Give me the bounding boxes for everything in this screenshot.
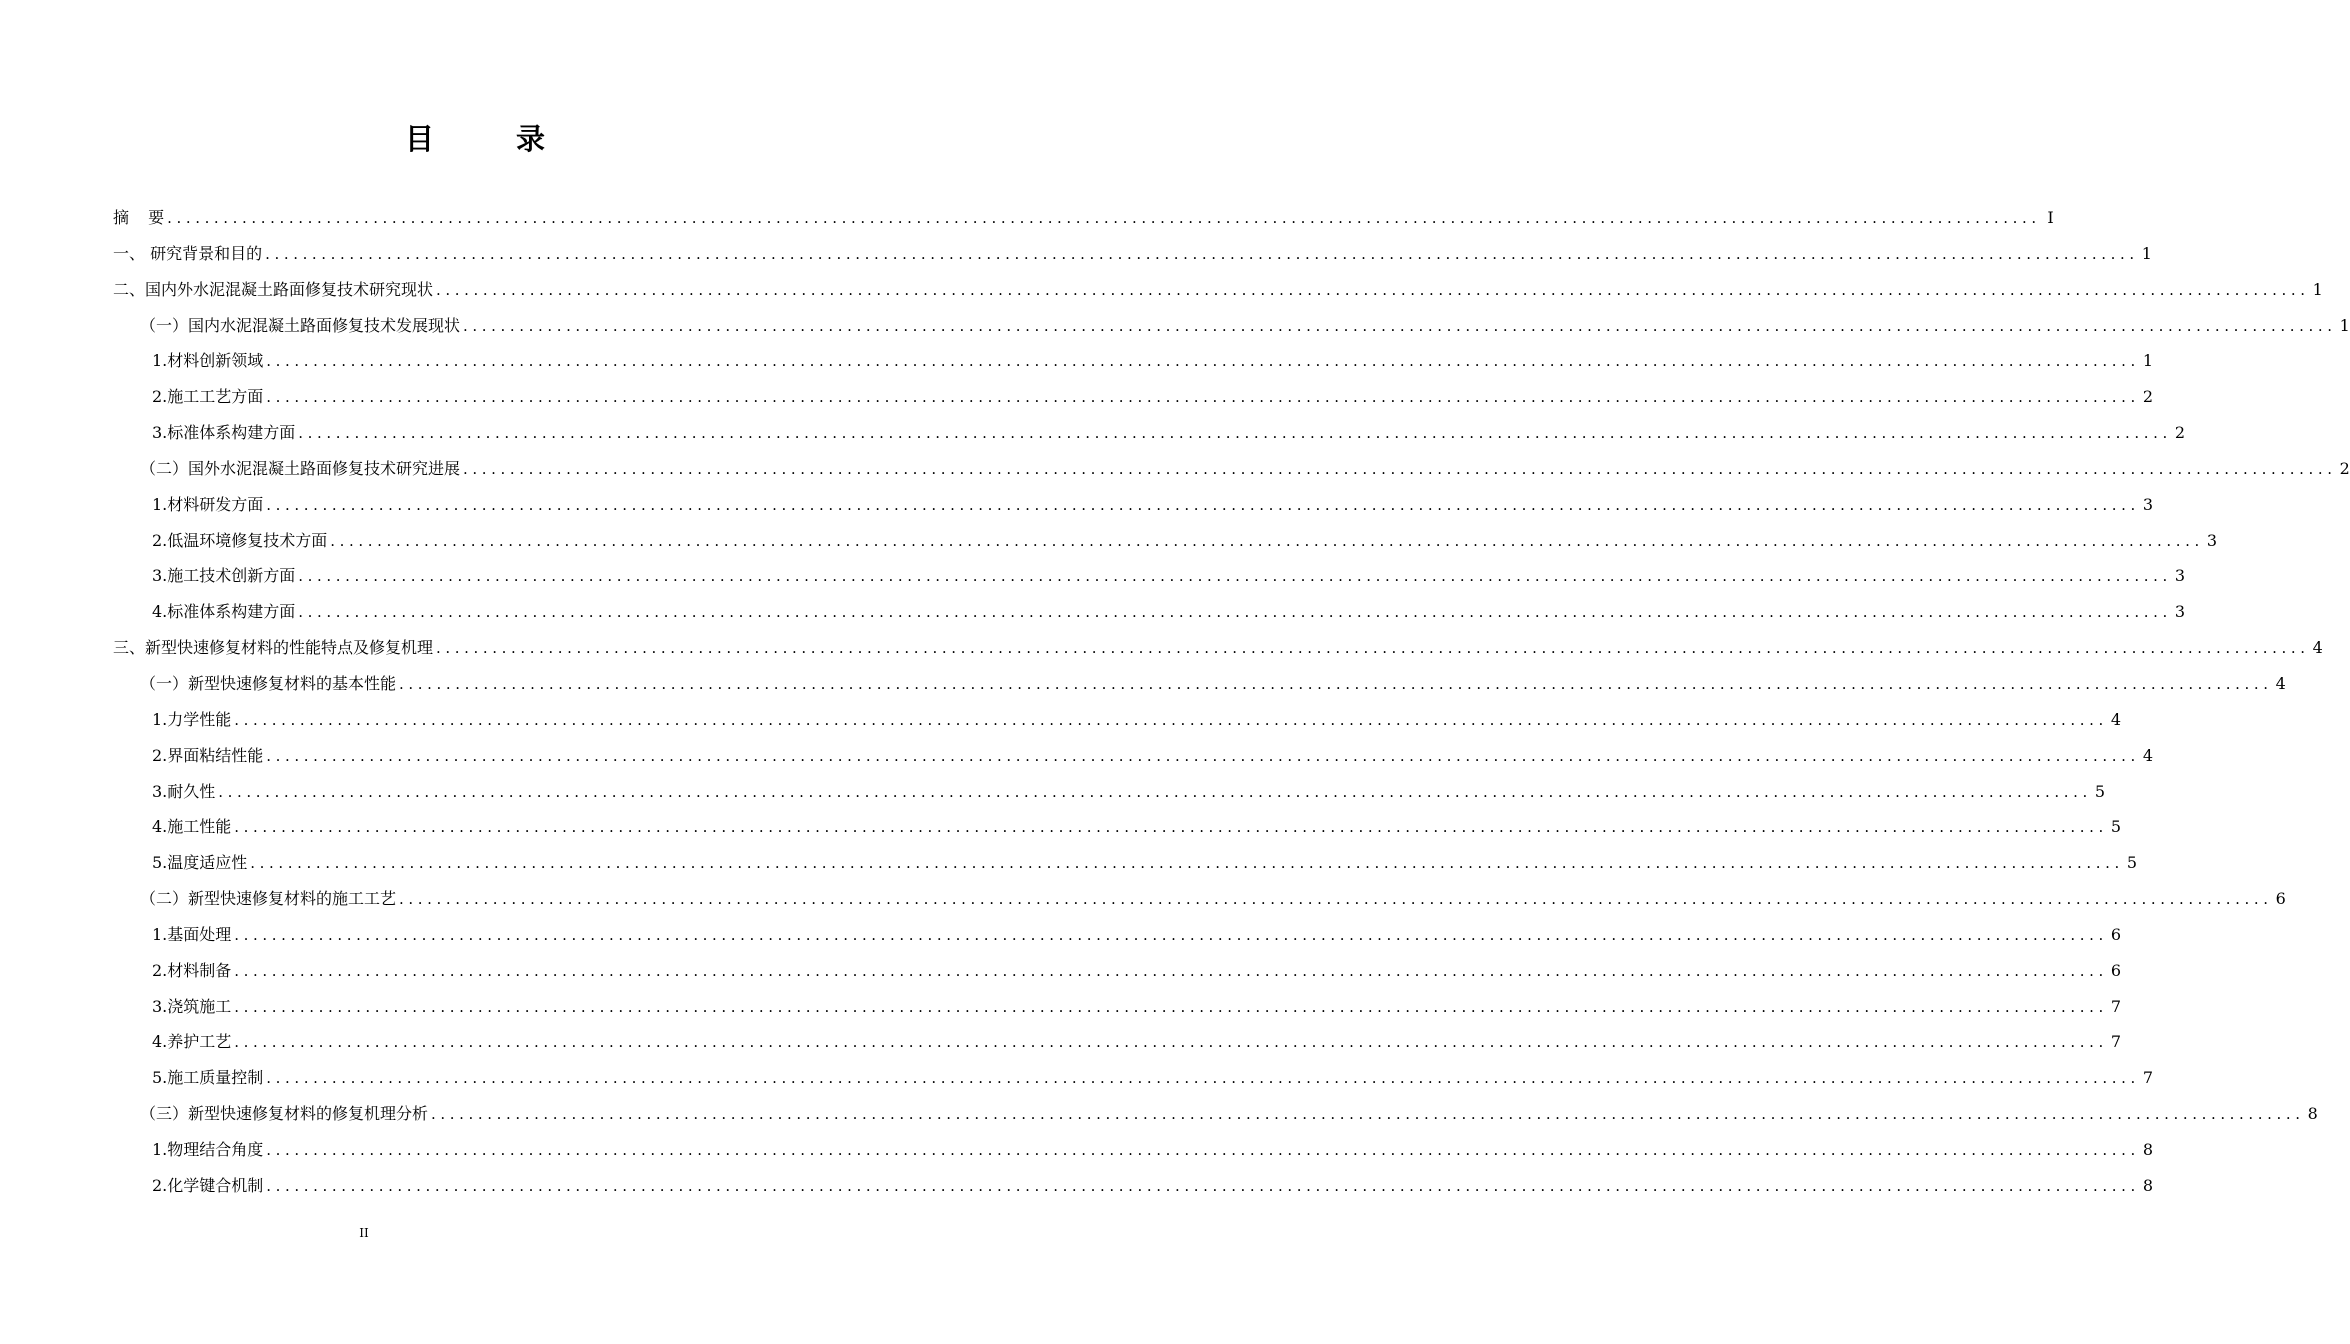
toc-dot-leader: ........................................................................................................................................................................................................ — [234, 961, 2108, 980]
toc-entry-page: 3 — [2142, 494, 2154, 514]
toc-dot-leader: ........................................................................................................................................................................................................ — [234, 818, 2108, 837]
toc-entry[interactable] — [113, 1096, 2318, 1132]
toc-dot-leader: ........................................................................................................................................................................................................ — [436, 639, 2310, 658]
toc-entry-page: 6 — [2110, 924, 2122, 944]
toc-dot-leader: ........................................................................................................................................................................................................ — [234, 997, 2108, 1016]
toc-entry-title: 3.耐久性 — [152, 781, 216, 801]
toc-dot-leader: ........................................................................................................................................................................................................ — [330, 531, 2204, 550]
toc-entry[interactable] — [113, 702, 2122, 738]
toc-entry[interactable] — [113, 809, 2122, 845]
toc-entry-page: 7 — [2142, 1068, 2154, 1088]
toc-entry-title: 2.施工工艺方面 — [152, 387, 264, 407]
toc-entry-title: 3.施工技术创新方面 — [152, 566, 296, 586]
toc-entry[interactable] — [113, 308, 2350, 344]
toc-entry-page: 7 — [2110, 996, 2122, 1016]
toc-dot-leader: ........................................................................................................................................................................................................ — [266, 1176, 2140, 1195]
toc-entry-page: 4 — [2110, 709, 2122, 729]
toc-entry[interactable] — [113, 1168, 2154, 1204]
toc-entry[interactable] — [113, 989, 2122, 1025]
toc-dot-leader: ........................................................................................................................................................................................................ — [266, 1069, 2140, 1088]
toc-entry-page: 4 — [2142, 745, 2154, 765]
table-of-contents — [113, 200, 2350, 1204]
toc-dot-leader: ........................................................................................................................................................................................................ — [234, 925, 2108, 944]
toc-entry[interactable] — [113, 738, 2154, 774]
toc-entry[interactable] — [113, 845, 2138, 881]
toc-entry-page: I — [2047, 208, 2054, 227]
toc-entry-title: 1.材料研发方面 — [152, 494, 264, 514]
toc-entry-page: 3 — [2174, 566, 2186, 586]
toc-entry-title: 3.浇筑施工 — [152, 996, 232, 1016]
toc-entry-page: 1 — [2142, 351, 2154, 371]
toc-dot-leader: ........................................................................................................................................................................................................ — [250, 854, 2124, 873]
toc-entry-page: 4 — [2275, 673, 2286, 693]
toc-dot-leader: ........................................................................................................................................................................................................ — [266, 352, 2140, 371]
toc-entry[interactable] — [113, 630, 2323, 666]
toc-entry-title: 2.材料制备 — [152, 960, 232, 980]
toc-dot-leader: ........................................................................................................................................................................................................ — [266, 388, 2140, 407]
toc-entry-page: 7 — [2110, 1032, 2122, 1052]
toc-entry[interactable] — [113, 343, 2154, 379]
toc-entry-title: 二、国内外水泥混凝土路面修复技术研究现状 — [113, 279, 434, 299]
toc-entry-title: 1.材料创新领域 — [152, 351, 264, 371]
toc-entry-title: （一）国内水泥混凝土路面修复技术发展现状 — [140, 315, 461, 335]
toc-entry-title: （二）新型快速修复材料的施工工艺 — [140, 889, 397, 909]
toc-entry-page: 6 — [2275, 889, 2286, 909]
toc-dot-leader: ........................................................................................................................................................................................................ — [463, 459, 2337, 478]
toc-entry-title: 2.化学键合机制 — [152, 1175, 264, 1195]
toc-entry[interactable] — [113, 451, 2350, 487]
toc-entry[interactable] — [113, 917, 2122, 953]
toc-entry-page: 5 — [2110, 817, 2122, 837]
toc-entry-title: 4.标准体系构建方面 — [152, 602, 296, 622]
toc-entry-title: 三、新型快速修复材料的性能特点及修复机理 — [113, 638, 434, 658]
toc-entry-title: 1.力学性能 — [152, 709, 232, 729]
toc-entry[interactable] — [113, 666, 2286, 702]
toc-dot-leader: ........................................................................................................................................................................................................ — [167, 209, 2041, 227]
toc-entry-page: 2 — [2174, 423, 2186, 443]
toc-entry[interactable] — [113, 415, 2186, 451]
toc-entry-title: 1.物理结合角度 — [152, 1139, 264, 1159]
toc-entry-page: 8 — [2142, 1175, 2154, 1195]
toc-dot-leader: ........................................................................................................................................................................................................ — [399, 674, 2273, 693]
toc-entry-title: （三）新型快速修复材料的修复机理分析 — [140, 1104, 429, 1124]
toc-entry[interactable] — [113, 1060, 2154, 1096]
toc-entry[interactable] — [113, 881, 2286, 917]
toc-entry-page: 2 — [2339, 458, 2350, 478]
toc-entry-page: 6 — [2110, 960, 2122, 980]
toc-entry[interactable] — [113, 774, 2106, 810]
toc-entry[interactable] — [113, 594, 2186, 630]
toc-dot-leader: ........................................................................................................................................................................................................ — [431, 1105, 2305, 1124]
toc-entry-title: 3.标准体系构建方面 — [152, 423, 296, 443]
toc-entry[interactable] — [113, 523, 2218, 559]
page-title: 目 录 — [404, 122, 582, 156]
toc-entry-page: 4 — [2312, 638, 2323, 658]
toc-dot-leader: ........................................................................................................................................................................................................ — [265, 244, 2139, 263]
toc-entry-title: （二）国外水泥混凝土路面修复技术研究进展 — [140, 458, 461, 478]
toc-entry-page: 1 — [2339, 315, 2350, 335]
toc-entry[interactable] — [113, 1132, 2154, 1168]
toc-entry-page: 2 — [2142, 387, 2154, 407]
footer-page-number: II — [359, 1226, 369, 1240]
toc-entry-title: 4.养护工艺 — [152, 1032, 232, 1052]
toc-entry[interactable] — [113, 379, 2154, 415]
toc-entry-page: 5 — [2126, 853, 2138, 873]
toc-entry-page: 3 — [2206, 530, 2218, 550]
toc-entry-page: 1 — [2312, 279, 2323, 299]
toc-entry-title: 一、 研究背景和目的 — [113, 243, 263, 263]
toc-dot-leader: ........................................................................................................................................................................................................ — [298, 567, 2172, 586]
toc-entry-title: 1.基面处理 — [152, 924, 232, 944]
toc-entry-title: 4.施工性能 — [152, 817, 232, 837]
toc-entry-title: 5.温度适应性 — [152, 853, 248, 873]
toc-entry[interactable] — [113, 558, 2186, 594]
toc-dot-leader: ........................................................................................................................................................................................................ — [266, 746, 2140, 765]
toc-dot-leader: ........................................................................................................................................................................................................ — [298, 424, 2172, 443]
toc-entry[interactable] — [113, 953, 2122, 989]
toc-dot-leader: ........................................................................................................................................................................................................ — [234, 1033, 2108, 1052]
toc-entry-page: 5 — [2094, 781, 2106, 801]
toc-entry-page: 8 — [2307, 1104, 2318, 1124]
toc-dot-leader: ........................................................................................................................................................................................................ — [218, 782, 2092, 801]
toc-dot-leader: ........................................................................................................................................................................................................ — [234, 710, 2108, 729]
toc-entry-title: （一）新型快速修复材料的基本性能 — [140, 673, 397, 693]
toc-entry-page: 1 — [2141, 243, 2152, 263]
toc-dot-leader: ........................................................................................................................................................................................................ — [266, 495, 2140, 514]
toc-entry[interactable] — [113, 272, 2323, 308]
toc-entry-title: 摘 要 — [113, 208, 165, 227]
toc-entry-page: 8 — [2142, 1139, 2154, 1159]
toc-dot-leader: ........................................................................................................................................................................................................ — [436, 280, 2310, 299]
toc-entry-page: 3 — [2174, 602, 2186, 622]
toc-entry-title: 5.施工质量控制 — [152, 1068, 264, 1088]
toc-dot-leader: ........................................................................................................................................................................................................ — [266, 1140, 2140, 1159]
toc-entry[interactable] — [113, 200, 2054, 236]
toc-dot-leader: ........................................................................................................................................................................................................ — [298, 603, 2172, 622]
toc-entry-title: 2.界面粘结性能 — [152, 745, 264, 765]
toc-entry[interactable] — [113, 236, 2152, 272]
toc-entry[interactable] — [113, 1024, 2122, 1060]
toc-entry[interactable] — [113, 487, 2154, 523]
toc-entry-title: 2.低温环境修复技术方面 — [152, 530, 328, 550]
toc-dot-leader: ........................................................................................................................................................................................................ — [463, 316, 2337, 335]
toc-dot-leader: ........................................................................................................................................................................................................ — [399, 890, 2273, 909]
